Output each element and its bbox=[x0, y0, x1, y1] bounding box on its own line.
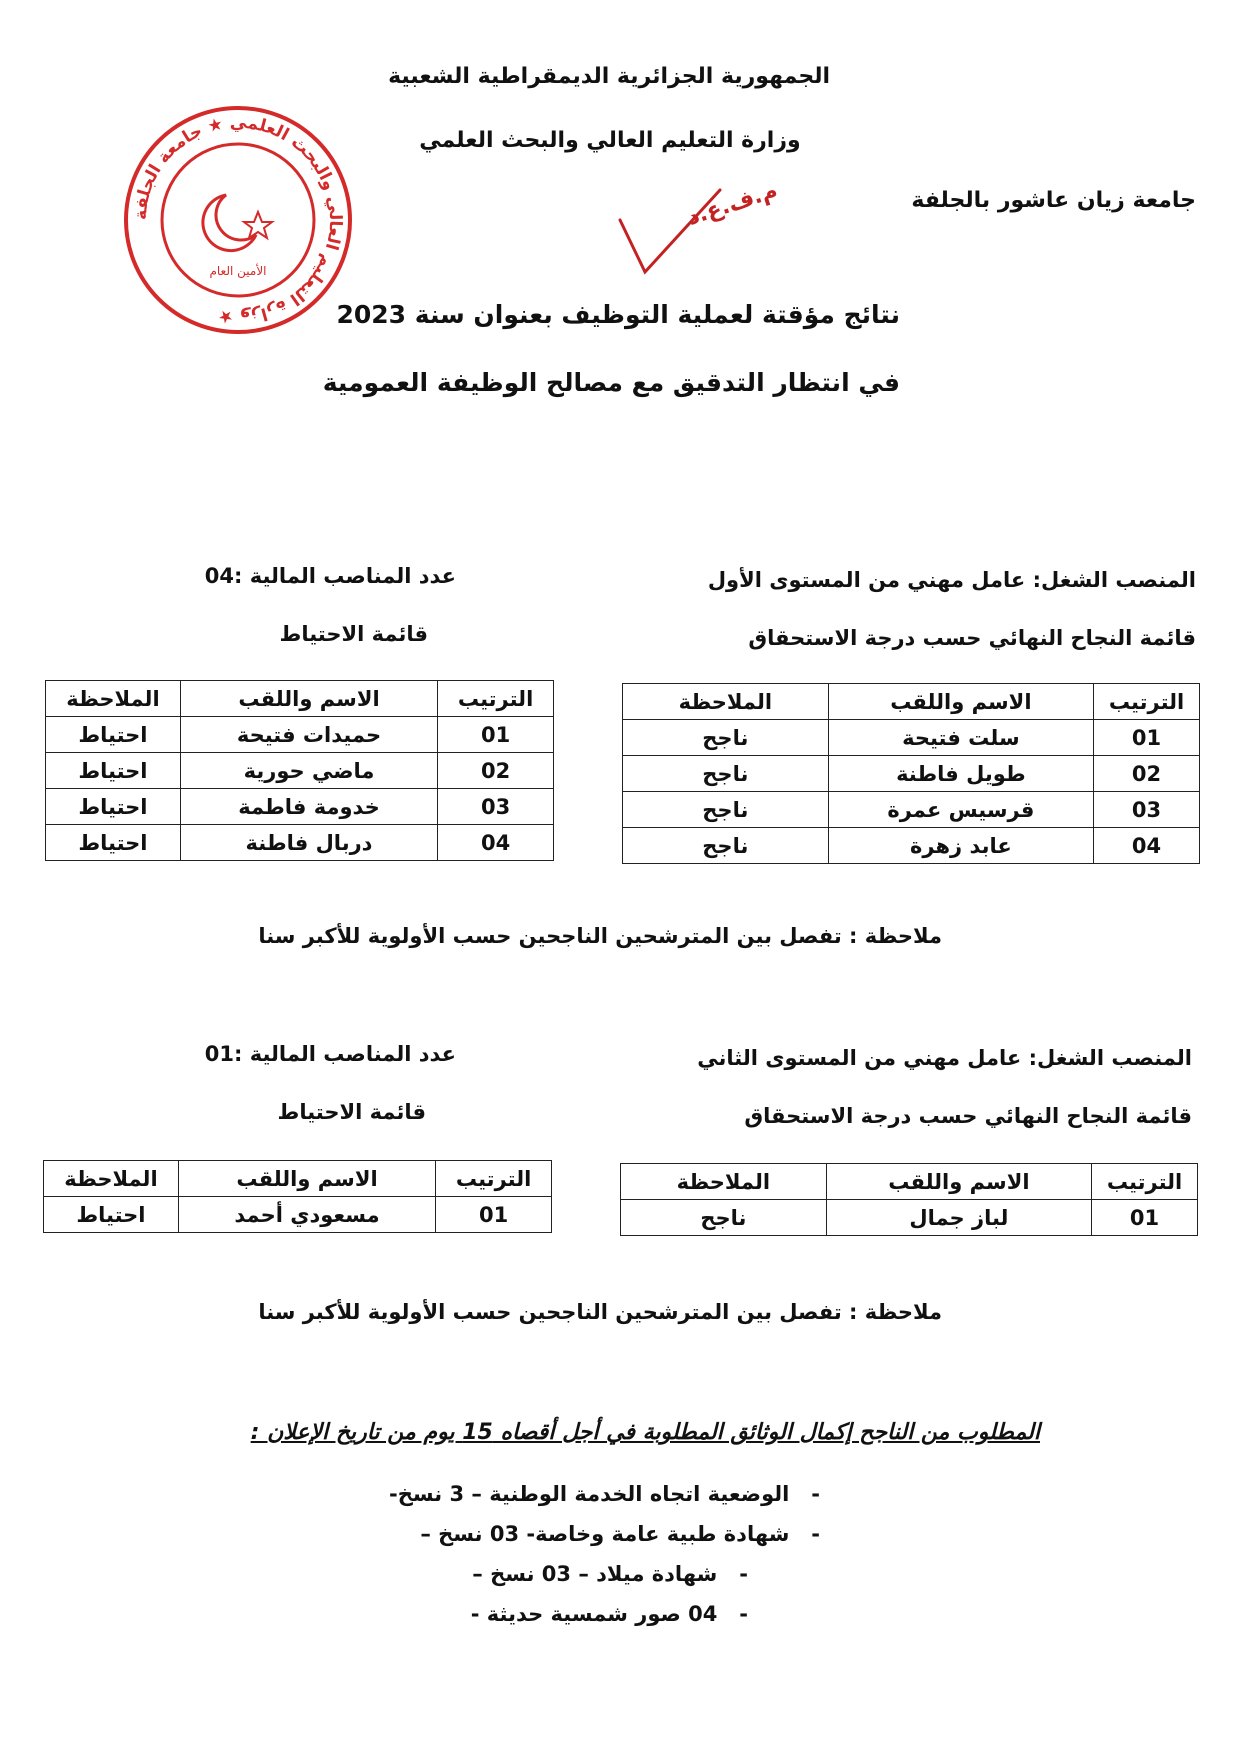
section1-reserve-title: قائمة الاحتياط bbox=[279, 622, 428, 646]
section1-remark: ملاحظة : تفصل بين المترشحين الناجحين حسب الأولوية للأكبر سنا bbox=[258, 924, 942, 948]
section1-position: المنصب الشغل: عامل مهني من المستوى الأول bbox=[707, 568, 1196, 592]
table-row: 01 حميدات فتيحة احتياط bbox=[46, 717, 554, 753]
name-header: الاسم واللقب bbox=[178, 1161, 435, 1197]
section2-posts-count: عدد المناصب المالية :01 bbox=[204, 1042, 456, 1066]
rank-header: الترتيب bbox=[1094, 684, 1200, 720]
table-row: 01 سلت فتيحة ناجح bbox=[623, 720, 1200, 756]
table-row: 03 قرسيس عمرة ناجح bbox=[623, 792, 1200, 828]
document-title: نتائج مؤقتة لعملية التوظيف بعنوان سنة 2023 bbox=[336, 300, 900, 329]
note-header: الملاحظة bbox=[623, 684, 829, 720]
table-row: 01 مسعودي أحمد احتياط bbox=[44, 1197, 552, 1233]
list-item: - 04 صور شمسية حديثة - bbox=[470, 1602, 748, 1626]
name-header: الاسم واللقب bbox=[828, 684, 1093, 720]
table-row: 02 ماضي حورية احتياط bbox=[46, 753, 554, 789]
section1-reserve-table bbox=[45, 680, 554, 861]
note-header: الملاحظة bbox=[46, 681, 181, 717]
note-header: الملاحظة bbox=[44, 1161, 179, 1197]
note-header: الملاحظة bbox=[621, 1164, 827, 1200]
section1-success-title: قائمة النجاح النهائي حسب درجة الاستحقاق bbox=[748, 626, 1196, 650]
star-icon bbox=[244, 212, 272, 238]
list-item: - شهادة ميلاد – 03 نسخ – bbox=[472, 1562, 748, 1586]
rank-header: الترتيب bbox=[436, 1161, 552, 1197]
table-row: 03 خدومة فاطمة احتياط bbox=[46, 789, 554, 825]
document-subtitle: في انتظار التدقيق مع مصالح الوظيفة العمومية bbox=[322, 368, 900, 397]
university-name: جامعة زيان عاشور بالجلفة bbox=[911, 188, 1196, 213]
table-row: 01 لباز جمال ناجح bbox=[621, 1200, 1198, 1236]
section2-success-title: قائمة النجاح النهائي حسب درجة الاستحقاق bbox=[744, 1104, 1192, 1128]
name-header: الاسم واللقب bbox=[180, 681, 437, 717]
table-row: 04 عابد زهرة ناجح bbox=[623, 828, 1200, 864]
list-item: - شهادة طبية عامة وخاصة- 03 نسخ – bbox=[420, 1522, 820, 1546]
name-header: الاسم واللقب bbox=[826, 1164, 1091, 1200]
section2-remark: ملاحظة : تفصل بين المترشحين الناجحين حسب الأولوية للأكبر سنا bbox=[258, 1300, 942, 1324]
university-seal bbox=[118, 100, 358, 340]
section2-success-table bbox=[620, 1163, 1198, 1236]
requirements-heading: المطلوب من الناجح إكمال الوثائق المطلوبة في أجل أقصاه 15 يوم من تاريخ الإعلان : bbox=[250, 1420, 1040, 1445]
section1-posts-count: عدد المناصب المالية :04 bbox=[204, 564, 456, 588]
section2-reserve-table bbox=[43, 1160, 552, 1233]
list-item: - الوضعية اتجاه الخدمة الوطنية – 3 نسخ- bbox=[389, 1482, 820, 1506]
seal-ring-text: وزارة التعليم العالي والبحث العلمي ★ جامعة الجلفة ★ bbox=[130, 112, 346, 328]
seal-inner-text: الأمين العام bbox=[209, 264, 267, 278]
handwritten-initials: م.ف.ع.د bbox=[684, 178, 781, 231]
section2-position: المنصب الشغل: عامل مهني من المستوى الثاني bbox=[697, 1046, 1192, 1070]
republic-heading: الجمهورية الجزائرية الديمقراطية الشعبية bbox=[388, 64, 830, 89]
rank-header: الترتيب bbox=[1092, 1164, 1198, 1200]
table-row: 02 طويل فاطنة ناجح bbox=[623, 756, 1200, 792]
rank-header: الترتيب bbox=[438, 681, 554, 717]
ministry-heading: وزارة التعليم العالي والبحث العلمي bbox=[419, 128, 801, 153]
section2-reserve-title: قائمة الاحتياط bbox=[277, 1100, 426, 1124]
section1-success-table bbox=[622, 683, 1200, 864]
table-row: 04 دربال فاطنة احتياط bbox=[46, 825, 554, 861]
